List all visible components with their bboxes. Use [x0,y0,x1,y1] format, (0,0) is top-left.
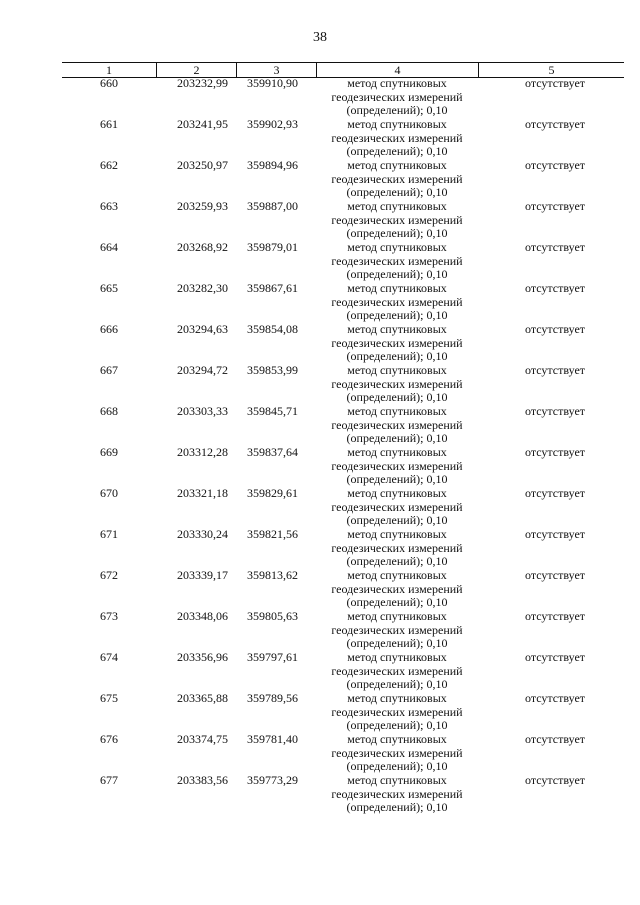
method-line: (определений); 0,10 [346,595,448,610]
method-line: (определений); 0,10 [346,513,448,528]
coordinate-x: 203294,63 [177,322,228,336]
method-line: метод спутниковых [347,486,447,500]
table-row [62,774,624,815]
marker-status: отсутствует [524,404,586,418]
coordinate-x: 203250,97 [177,158,228,172]
coordinate-x: 203294,72 [177,363,228,377]
column-header-5: 5 [478,63,624,77]
method-line: метод спутниковых [347,322,447,336]
coordinate-x: 203348,06 [177,609,228,623]
method-line: метод спутниковых [347,363,447,377]
marker-status: отсутствует [524,773,586,787]
coordinate-x: 203383,56 [177,773,228,787]
point-number: 673 [100,609,118,623]
method-line: метод спутниковых [347,650,447,664]
point-number: 671 [100,527,118,541]
table-row [62,651,624,692]
marker-status: отсутствует [524,650,586,664]
column-header-1: 1 [106,63,112,77]
coordinate-y: 359781,40 [247,732,298,746]
marker-status: отсутствует [524,445,586,459]
point-number: 661 [100,117,118,131]
point-number: 660 [100,76,118,90]
determination-method [316,200,478,241]
table-row [62,241,624,282]
coordinate-y: 359805,63 [247,609,298,623]
column-header-4: 4 [316,63,478,77]
table-row [62,610,624,651]
coordinate-x: 203232,99 [177,76,228,90]
method-line: метод спутниковых [347,568,447,582]
column-header-3: 3 [236,63,316,77]
method-line: геодезических измерений [331,89,463,104]
determination-method [316,405,478,446]
method-line: метод спутниковых [347,445,447,459]
method-line: геодезических измерений [331,253,463,268]
determination-method [316,528,478,569]
determination-method [316,364,478,405]
determination-method [316,77,478,118]
determination-method [316,323,478,364]
determination-method [316,774,478,815]
coordinate-x: 203312,28 [177,445,228,459]
method-line: (определений); 0,10 [346,308,448,323]
coordinate-y: 359894,96 [247,158,298,172]
determination-method [316,118,478,159]
determination-method [316,241,478,282]
coordinate-y: 359854,08 [247,322,298,336]
method-line: метод спутниковых [347,76,447,90]
point-number: 665 [100,281,118,295]
table-row [62,282,624,323]
coordinate-x: 203374,75 [177,732,228,746]
determination-method [316,610,478,651]
method-line: (определений); 0,10 [346,267,448,282]
coordinate-y: 359853,99 [247,363,298,377]
table-row [62,446,624,487]
method-line: (определений); 0,10 [346,759,448,774]
method-line: (определений); 0,10 [346,677,448,692]
method-line: (определений); 0,10 [346,390,448,405]
method-line: (определений); 0,10 [346,636,448,651]
method-line: метод спутниковых [347,527,447,541]
method-line: геодезических измерений [331,581,463,596]
coordinate-x: 203330,24 [177,527,228,541]
coordinate-y: 359837,64 [247,445,298,459]
method-line: геодезических измерений [331,458,463,473]
marker-status: отсутствует [524,199,586,213]
method-line: геодезических измерений [331,294,463,309]
method-line: метод спутниковых [347,773,447,787]
determination-method [316,159,478,200]
method-line: (определений); 0,10 [346,185,448,200]
marker-status: отсутствует [524,322,586,336]
point-number: 676 [100,732,118,746]
determination-method [316,733,478,774]
method-line: геодезических измерений [331,540,463,555]
method-line: метод спутниковых [347,158,447,172]
table-row [62,200,624,241]
coordinate-x: 203321,18 [177,486,228,500]
method-line: (определений); 0,10 [346,226,448,241]
marker-status: отсутствует [524,363,586,377]
method-line: геодезических измерений [331,376,463,391]
method-line: геодезических измерений [331,786,463,801]
marker-status: отсутствует [524,732,586,746]
method-line: метод спутниковых [347,117,447,131]
table-row [62,405,624,446]
method-line: (определений); 0,10 [346,718,448,733]
method-line: геодезических измерений [331,622,463,637]
table-row [62,733,624,774]
point-number: 677 [100,773,118,787]
point-number: 668 [100,404,118,418]
coordinate-y: 359789,56 [247,691,298,705]
determination-method [316,651,478,692]
method-line: метод спутниковых [347,691,447,705]
coordinate-y: 359829,61 [247,486,298,500]
method-line: (определений); 0,10 [346,349,448,364]
table-row [62,569,624,610]
coordinate-y: 359867,61 [247,281,298,295]
marker-status: отсутствует [524,609,586,623]
coordinate-y: 359821,56 [247,527,298,541]
coordinate-y: 359910,90 [247,76,298,90]
method-line: геодезических измерений [331,499,463,514]
table-body [62,77,624,815]
marker-status: отсутствует [524,240,586,254]
method-line: геодезических измерений [331,335,463,350]
method-line: геодезических измерений [331,417,463,432]
point-number: 666 [100,322,118,336]
point-number: 674 [100,650,118,664]
point-number: 669 [100,445,118,459]
marker-status: отсутствует [524,281,586,295]
coordinate-x: 203356,96 [177,650,228,664]
method-line: метод спутниковых [347,199,447,213]
method-line: метод спутниковых [347,732,447,746]
method-line: геодезических измерений [331,704,463,719]
coordinate-y: 359845,71 [247,404,298,418]
marker-status: отсутствует [524,568,586,582]
point-number: 662 [100,158,118,172]
coordinate-x: 203303,33 [177,404,228,418]
point-number: 663 [100,199,118,213]
coordinate-y: 359797,61 [247,650,298,664]
marker-status: отсутствует [524,691,586,705]
table-row [62,118,624,159]
table-row [62,159,624,200]
point-number: 667 [100,363,118,377]
table-row [62,692,624,733]
marker-status: отсутствует [524,527,586,541]
coordinate-x: 203282,30 [177,281,228,295]
coordinate-x: 203339,17 [177,568,228,582]
table-row [62,528,624,569]
method-line: (определений); 0,10 [346,103,448,118]
method-line: метод спутниковых [347,404,447,418]
coordinate-y: 359902,93 [247,117,298,131]
marker-status: отсутствует [524,76,586,90]
point-number: 675 [100,691,118,705]
marker-status: отсутствует [524,158,586,172]
page-number: 38 [313,30,327,45]
table-row [62,487,624,528]
method-line: метод спутниковых [347,281,447,295]
determination-method [316,692,478,733]
table-row [62,323,624,364]
determination-method [316,446,478,487]
method-line: геодезических измерений [331,745,463,760]
determination-method [316,487,478,528]
method-line: геодезических измерений [331,130,463,145]
method-line: (определений); 0,10 [346,554,448,569]
marker-status: отсутствует [524,117,586,131]
coordinate-y: 359773,29 [247,773,298,787]
coordinate-x: 203259,93 [177,199,228,213]
method-line: (определений); 0,10 [346,800,448,815]
coordinate-x: 203241,95 [177,117,228,131]
method-line: метод спутниковых [347,240,447,254]
method-line: (определений); 0,10 [346,472,448,487]
method-line: (определений); 0,10 [346,431,448,446]
determination-method [316,282,478,323]
method-line: геодезических измерений [331,663,463,678]
table-row [62,77,624,118]
method-line: (определений); 0,10 [346,144,448,159]
table-row [62,364,624,405]
determination-method [316,569,478,610]
point-number: 672 [100,568,118,582]
coordinate-x: 203268,92 [177,240,228,254]
point-number: 670 [100,486,118,500]
method-line: геодезических измерений [331,171,463,186]
coordinate-x: 203365,88 [177,691,228,705]
method-line: метод спутниковых [347,609,447,623]
column-header-2: 2 [156,63,236,77]
coordinate-y: 359813,62 [247,568,298,582]
point-number: 664 [100,240,118,254]
coordinate-y: 359879,01 [247,240,298,254]
coordinate-y: 359887,00 [247,199,298,213]
method-line: геодезических измерений [331,212,463,227]
marker-status: отсутствует [524,486,586,500]
